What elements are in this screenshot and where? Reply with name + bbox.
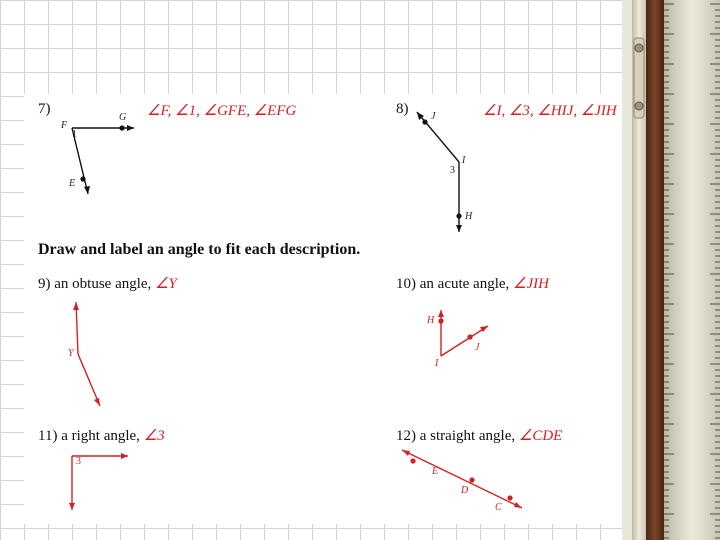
problem-11-angle: ∠3 xyxy=(143,428,165,444)
p8-label-h: H xyxy=(465,211,473,222)
ruler-decoration xyxy=(622,0,720,540)
p7-label-e: E xyxy=(69,178,76,189)
problem-12-figure xyxy=(24,94,622,524)
problem-9-prompt: an obtuse angle, xyxy=(54,276,156,292)
p10-label-i: I xyxy=(435,358,439,369)
p10-label-j: J xyxy=(475,342,480,353)
problem-7-number: 7) xyxy=(38,101,51,117)
p12-label-d: D xyxy=(461,485,469,496)
p8-label-i: I xyxy=(462,155,466,166)
p7-label-1: 1 xyxy=(72,129,77,140)
worksheet xyxy=(24,94,622,524)
problem-9-number: 9) xyxy=(38,276,51,292)
problem-8-answer: ∠I, ∠3, ∠HIJ, ∠JIH xyxy=(483,103,617,119)
p11-label-3: 3 xyxy=(76,456,81,467)
problem-10-prompt: an acute angle, xyxy=(419,276,514,292)
p9-label-y: Y xyxy=(68,348,74,359)
problem-12-prompt: a straight angle, xyxy=(419,428,519,444)
problem-7-answer: ∠F, ∠1, ∠GFE, ∠EFG xyxy=(147,103,297,119)
p12-label-c: C xyxy=(495,502,502,513)
problem-10-number: 10) xyxy=(396,276,416,292)
problem-8-number: 8) xyxy=(396,101,409,117)
p7-label-f: F xyxy=(61,120,68,131)
p7-label-g: G xyxy=(119,112,127,123)
section-heading: Draw and label an angle to fit each description. xyxy=(38,241,361,258)
p12-label-e: E xyxy=(432,466,439,477)
problem-9-angle: ∠Y xyxy=(155,276,177,292)
p8-label-3: 3 xyxy=(450,165,455,176)
problem-10-angle: ∠JIH xyxy=(513,276,549,292)
problem-12-number: 12) xyxy=(396,428,416,444)
problem-11-number: 11) xyxy=(38,428,58,444)
p10-label-h: H xyxy=(427,315,435,326)
problem-12-angle: ∠CDE xyxy=(518,428,563,444)
p8-label-j: J xyxy=(431,111,436,122)
problem-11-prompt: a right angle, xyxy=(61,428,144,444)
